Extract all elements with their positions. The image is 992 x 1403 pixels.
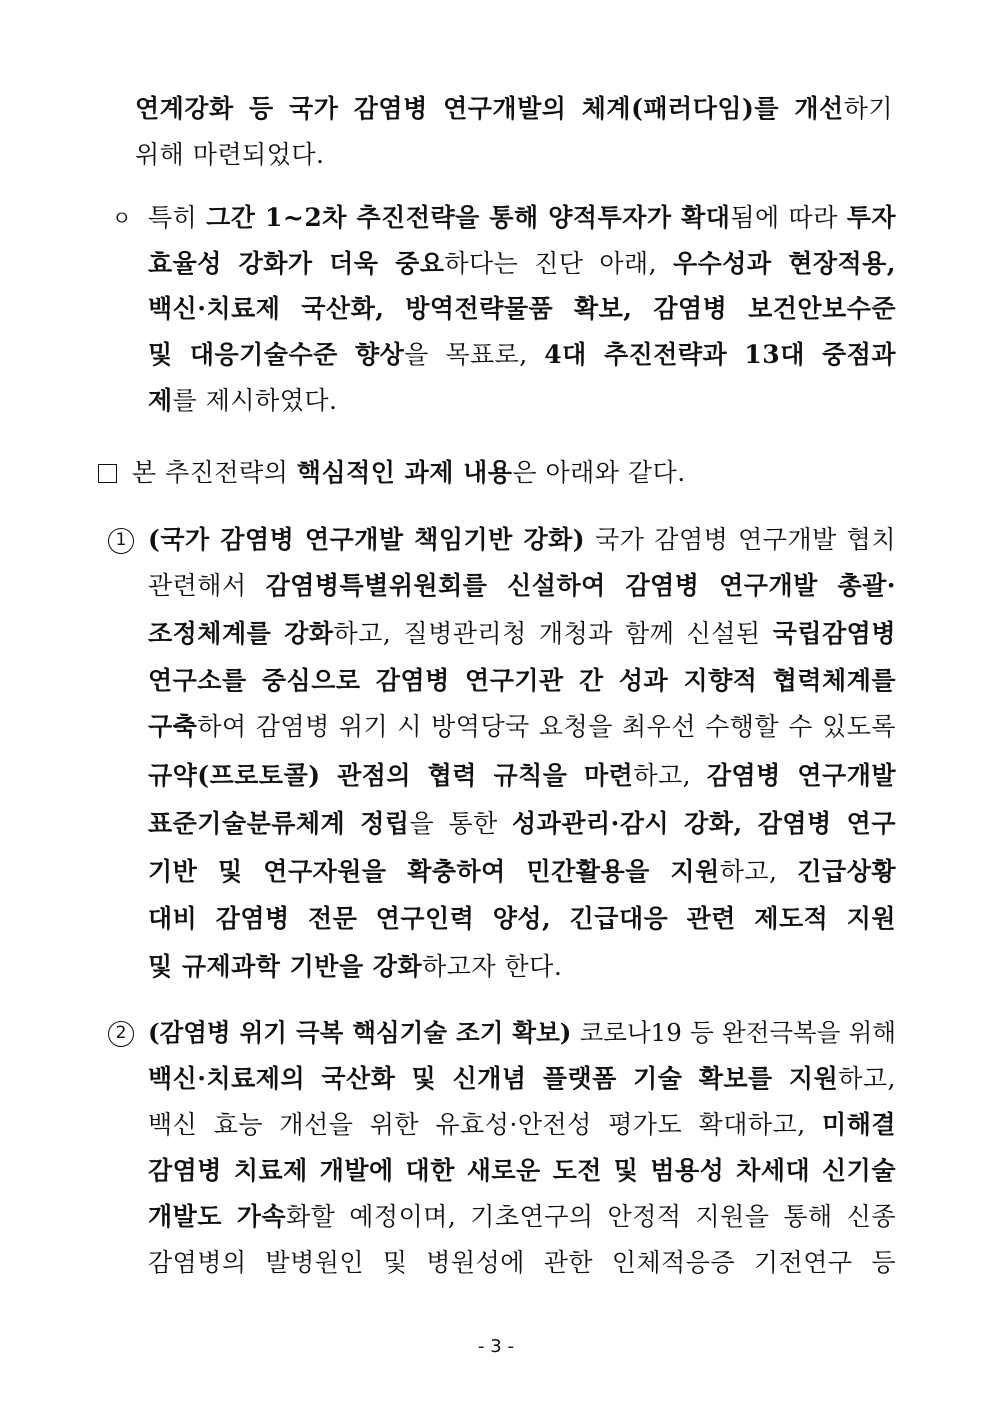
sub-bullet-mark: ㅇ: [112, 206, 132, 230]
item2-line-1: (감염병 위기 극복 핵심기술 조기 확보) 코로나19 등 완전극복을 위해: [148, 1018, 896, 1047]
intro-line-1: 연계강화 등 국가 감염병 연구개발의 체계(패러다임)를 개선하기: [135, 94, 893, 123]
item1-line-9: 대비 감염병 전문 연구인력 양성, 긴급대응 관련 제도적 지원: [148, 904, 896, 933]
sub-line-5: 제를 제시하였다.: [148, 386, 338, 415]
item2-line-6: 감염병의 발병원인 및 병원성에 관한 인체적응증 기전연구 등: [148, 1248, 896, 1277]
item1-line-4: 연구소를 중심으로 감염병 연구기관 간 성과 지향적 협력체계를: [148, 666, 896, 695]
item1-number-circle: 1: [108, 528, 134, 554]
page-number: - 3 -: [478, 1336, 514, 1357]
item2-line-3: 백신 효능 개선을 위한 유효성·안전성 평가도 확대하고, 미해결: [148, 1110, 896, 1139]
section-line-1: 본 추진전략의 핵심적인 과제 내용은 아래와 같다.: [132, 458, 686, 487]
item1-line-6: 규약(프로토콜) 관점의 협력 규칙을 마련하고, 감염병 연구개발: [148, 761, 896, 790]
item1-line-5: 구축하여 감염병 위기 시 방역당국 요청을 최우선 수행할 수 있도록: [148, 712, 896, 741]
sub-line-1: 특히 그간 1~2차 추진전략을 통해 양적투자가 확대됨에 따라 투자: [148, 203, 896, 232]
sub-line-3: 백신·치료제 국산화, 방역전략물품 확보, 감염병 보건안보수준: [148, 294, 896, 323]
item2-number-circle: 2: [108, 1021, 134, 1047]
item2-line-4: 감염병 치료제 개발에 대한 새로운 도전 및 범용성 차세대 신기술: [148, 1156, 896, 1185]
item1-line-2: 관련해서 감염병특별위원회를 신설하여 감염병 연구개발 총괄·: [148, 571, 896, 600]
intro-line-2: 위해 마련되었다.: [135, 140, 325, 169]
item1-line-10: 및 규제과학 기반을 강화하고자 한다.: [148, 952, 563, 981]
sub-line-4: 및 대응기술수준 향상을 목표로, 4대 추진전략과 13대 중점과: [148, 340, 896, 369]
sub-line-2: 효율성 강화가 더욱 중요하다는 진단 아래, 우수성과 현장적용,: [148, 249, 896, 278]
item2-line-5: 개발도 가속화할 예정이며, 기초연구의 안정적 지원을 통해 신종: [148, 1202, 896, 1231]
item1-line-1: (국가 감염병 연구개발 책임기반 강화) 국가 감염병 연구개발 협치: [148, 525, 896, 554]
item1-line-3: 조정체계를 강화하고, 질병관리청 개청과 함께 신설된 국립감염병: [148, 619, 896, 648]
item1-line-8: 기반 및 연구자원을 확충하여 민간활용을 지원하고, 긴급상황: [148, 857, 896, 886]
section-checkbox-square: [98, 464, 117, 483]
item2-line-2: 백신·치료제의 국산화 및 신개념 플랫폼 기술 확보를 지원하고,: [148, 1064, 896, 1093]
item1-line-7: 표준기술분류체계 정립을 통한 성과관리·감시 강화, 감염병 연구: [148, 809, 896, 838]
